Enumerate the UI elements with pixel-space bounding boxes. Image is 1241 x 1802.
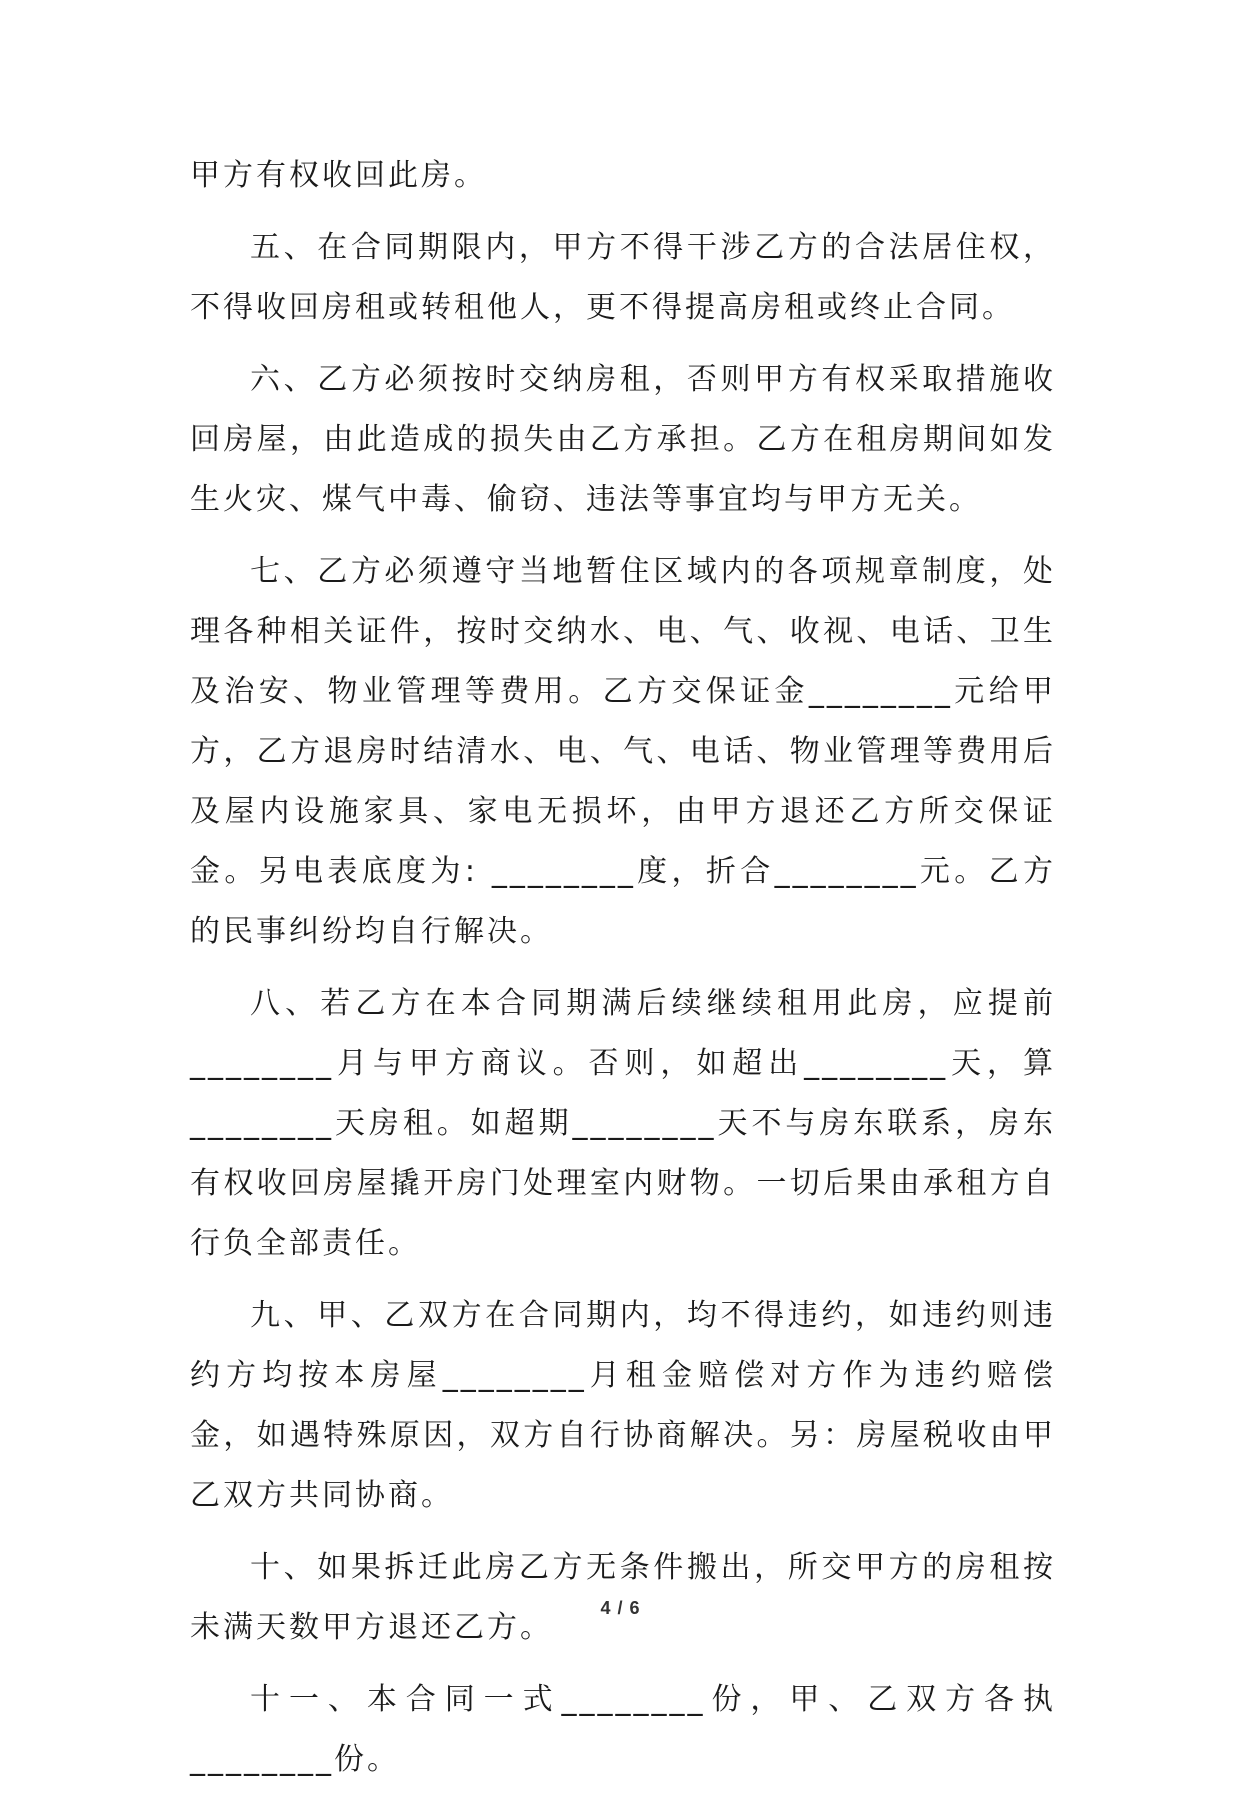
paragraph-clause-9: 九、甲、乙双方在合同期内，均不得违约，如违约则违约方均按本房屋________月租金赔偿对方作为违约赔偿金，如遇特殊原因，双方自行协商解决。另：房屋税收由甲乙双方共同协商。 bbox=[190, 1298, 1056, 1513]
document-body bbox=[190, 146, 1056, 1802]
paragraph-clause-10: 十、如果拆迁此房乙方无条件搬出，所交甲方的房租按未满天数甲方退还乙方。 bbox=[190, 1550, 1056, 1645]
paragraph-clause-8: 八、若乙方在本合同期满后续继续租用此房，应提前________月与甲方商议。否则，如超出________天，算________天房租。如超期________天不与房东联系，房东有权收回房屋撬开房门处理室内财物。一切后果由承租方自行负全部责任。 bbox=[190, 986, 1056, 1261]
page-number: 4 / 6 bbox=[600, 1598, 641, 1618]
paragraph-clause-7: 七、乙方必须遵守当地暂住区域内的各项规章制度，处理各种相关证件，按时交纳水、电、气、收视、电话、卫生及治安、物业管理等费用。乙方交保证金________元给甲方，乙方退房时结清水、电、气、电话、物业管理等费用后及屋内设施家具、家电无损坏，由甲方退还乙方所交保证金。另电表底度为: ________度，折合________元。乙方的民事纠纷均自行解决。 bbox=[190, 554, 1056, 949]
paragraph-clause-5: 五、在合同期限内，甲方不得干涉乙方的合法居住权，不得收回房租或转租他人，更不得提高房租或终止合同。 bbox=[190, 230, 1056, 325]
paragraph-clause-6: 六、乙方必须按时交纳房租，否则甲方有权采取措施收回房屋，由此造成的损失由乙方承担。乙方在租房期间如发生火灾、煤气中毒、偷窃、违法等事宜均与甲方无关。 bbox=[190, 362, 1056, 517]
paragraph-continuation: 甲方有权收回此房。 bbox=[190, 158, 487, 193]
paragraph-clause-11: 十一、本合同一式________份，甲、乙双方各执________份。 bbox=[190, 1682, 1056, 1777]
